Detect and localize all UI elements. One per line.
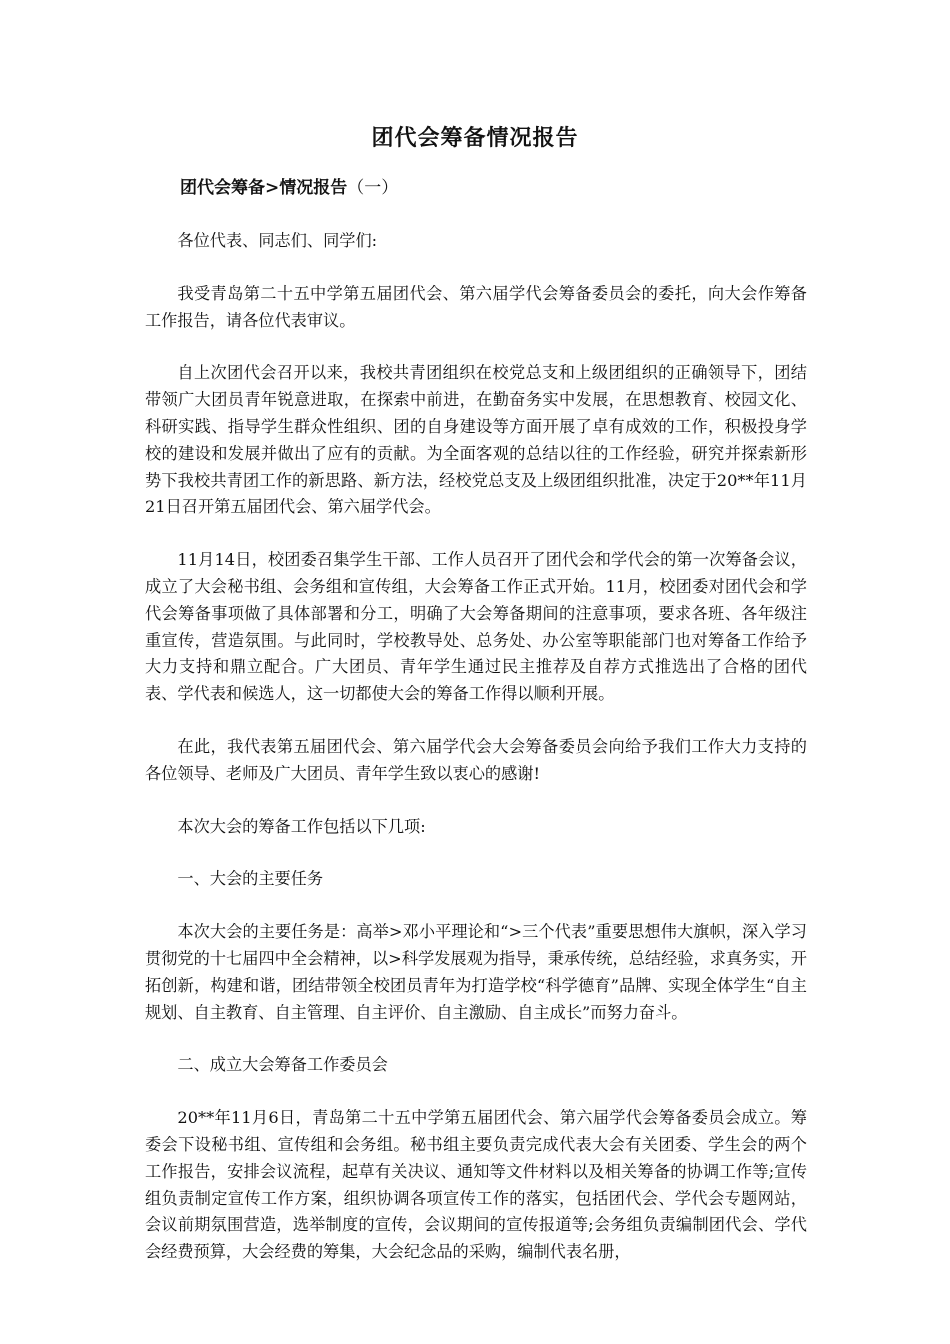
section-heading: 二、成立大会筹备工作委员会 [177, 1055, 388, 1075]
subtitle-paren: （一） [347, 178, 399, 198]
document-title: 团代会筹备情况报告 [371, 125, 579, 151]
paragraph: 在此，我代表第五届团代会、第六届学代会大会筹备委员会向给予我们工作大力支持的各位领导、老师及广大团员、青年学生致以衷心的感谢! [145, 736, 807, 783]
paragraph: 本次大会的筹备工作包括以下几项: [177, 816, 426, 836]
subtitle-main: 团代会筹备>情况报告 [180, 178, 348, 198]
paragraph: 本次大会的主要任务是：高举>邓小平理论和“>三个代表”重要思想伟大旗帜，深入学习贯彻党的十七届四中全会精神，以>科学发展观为指导，秉承传统，总结经验，求真务实，开拓创新，构建和谐，团结带领全校团员青年为打造学校“科学德育”品牌、实现全体学生“自主规划、自主教育、自主管理、自主评价、自主激励、自主成长”而努力奋斗。 [145, 922, 807, 1022]
paragraph-salutation: 各位代表、同志们、同学们: [177, 231, 378, 250]
document-body [145, 228, 807, 1292]
paragraph: 20**年11月6日，青岛第二十五中学第五届团代会、第六届学代会筹备委员会成立。筹委会下设秘书组、宣传组和会务组。秘书组主要负责完成代表大会有关团委、学生会的两个工作报告，安排会议流程，起草有关决议、通知等文件材料以及相关筹备的协调工作等;宣传组负责制定宣传工作方案，组织协调各项宣传工作的落实，包括团代会、学代会专题网站，会议前期氛围营造，选举制度的宣传，会议期间的宣传报道等;会务组负责编制团代会、学代会经费预算，大会经费的筹集，大会纪念品的采购，编制代表名册， [145, 1108, 807, 1262]
paragraph: 我受青岛第二十五中学第五届团代会、第六届学代会筹备委员会的委托，向大会作筹备工作报告，请各位代表审议。 [145, 283, 807, 330]
paragraph: 11月14日，校团委召集学生干部、工作人员召开了团代会和学代会的第一次筹备会议，成立了大会秘书组、会务组和宣传组，大会筹备工作正式开始。11月，校团委对团代会和学代会筹备事项做了具体部署和分工，明确了大会筹备期间的注意事项，要求各班、各年级注重宣传，营造氛围。与此同时，学校教导处、总务处、办公室等职能部门也对筹备工作给予大力支持和鼎立配合。广大团员、青年学生通过民主推荐及自荐方式推选出了合格的团代表、学代表和候选人，这一切都使大会的筹备工作得以顺利开展。 [145, 550, 807, 704]
paragraph: 自上次团代会召开以来，我校共青团组织在校党总支和上级团组织的正确领导下，团结带领广大团员青年锐意进取，在探索中前进，在勤奋务实中发展，在思想教育、校园文化、科研实践、指导学生群众性组织、团的自身建设等方面开展了卓有成效的工作，积极投身学校的建设和发展并做出了应有的贡献。为全面客观的总结以往的工作经验，研究并探索新形势下我校共青团工作的新思路、新方法，经校党总支及上级团组织批准，决定于20**年11月21日召开第五届团代会、第六届学代会。 [145, 363, 807, 517]
document-subtitle [180, 175, 820, 201]
section-heading: 一、大会的主要任务 [177, 869, 324, 889]
